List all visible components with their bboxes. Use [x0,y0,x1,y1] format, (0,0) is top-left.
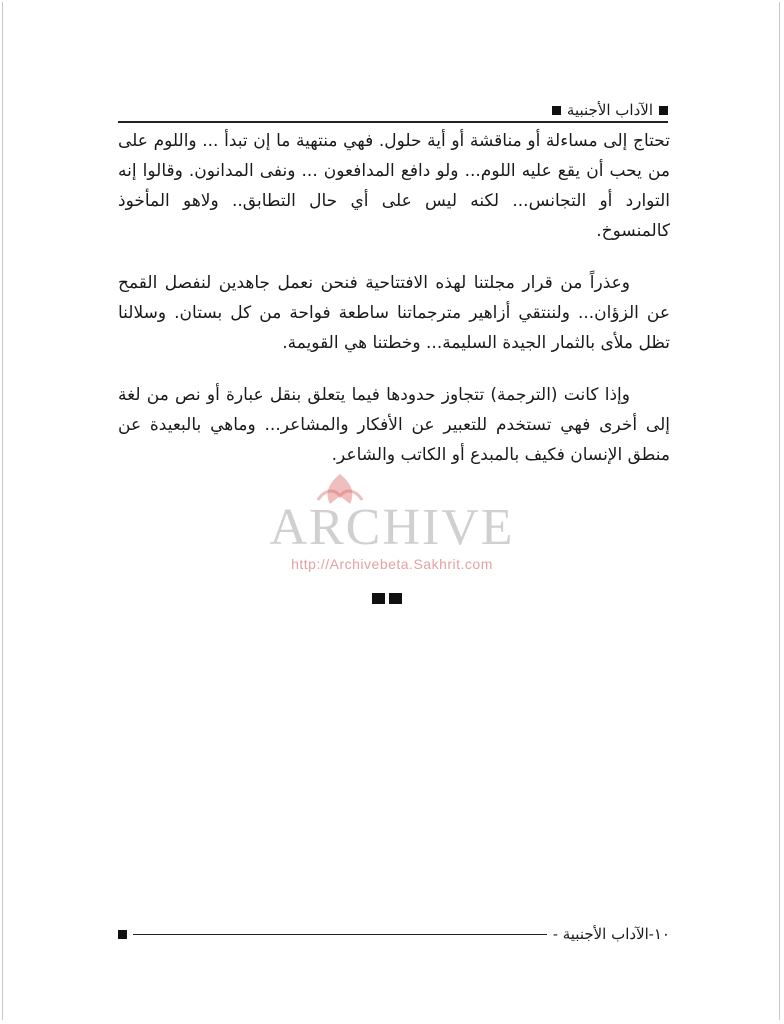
paragraph-1: تحتاج إلى مساءلة أو مناقشة أو أية حلول. فهي منتهية ما إن تبدأ ... واللوم على من يحب أن يقع عليه اللوم... ولو دافع المدافعون ... ونفى المدانون. وقالوا إنه التوارد أو التجانس... لكنه ليس على أي حال التطابق.. ولاهو المأخوذ كالمنسوخ. [118,131,670,241]
watermark-title: ARCHIVE [269,499,515,556]
footer-title: -الآداب الأجنبية - [552,925,654,943]
paragraph-3: وإذا كانت (الترجمة) تتجاوز حدودها فيما يتعلق بنقل عبارة أو نص من لغة إلى أخرى فهي تستخدم للتعبير عن الأفكار والمشاعر... وماهي بالبعيدة عن منطق الإنسان فكيف بالمبدع أو الكاتب والشاعر. [118,385,670,465]
header-title: الآداب الأجنبية [566,101,653,119]
watermark-url: http://Archivebeta.Sakhrit.com [291,556,493,572]
end-of-article-marks [372,593,402,604]
header-square-left [552,106,561,115]
page-footer [118,924,670,944]
end-square-icon [389,593,402,604]
footer-square [118,930,127,939]
header-rule [118,121,668,123]
watermark-logo-icon [300,470,380,510]
footer-rule [133,934,547,935]
article-body [118,126,670,492]
paragraph-2: وعذراً من قرار مجلتنا لهذه الافتتاحية فنحن نعمل جاهدين لنفصل القمح عن الزؤان... ولننتقي أزاهير مترجماتنا ساطعة فواحة من كل بستان. وسلالنا تظل ملأى بالثمار الجيدة السليمة... وخطتنا هي القويمة. [118,273,670,353]
running-header [118,98,668,122]
end-square-icon [372,593,385,604]
header-square-right [659,106,668,115]
footer-page-number: ١٠ [653,925,670,943]
